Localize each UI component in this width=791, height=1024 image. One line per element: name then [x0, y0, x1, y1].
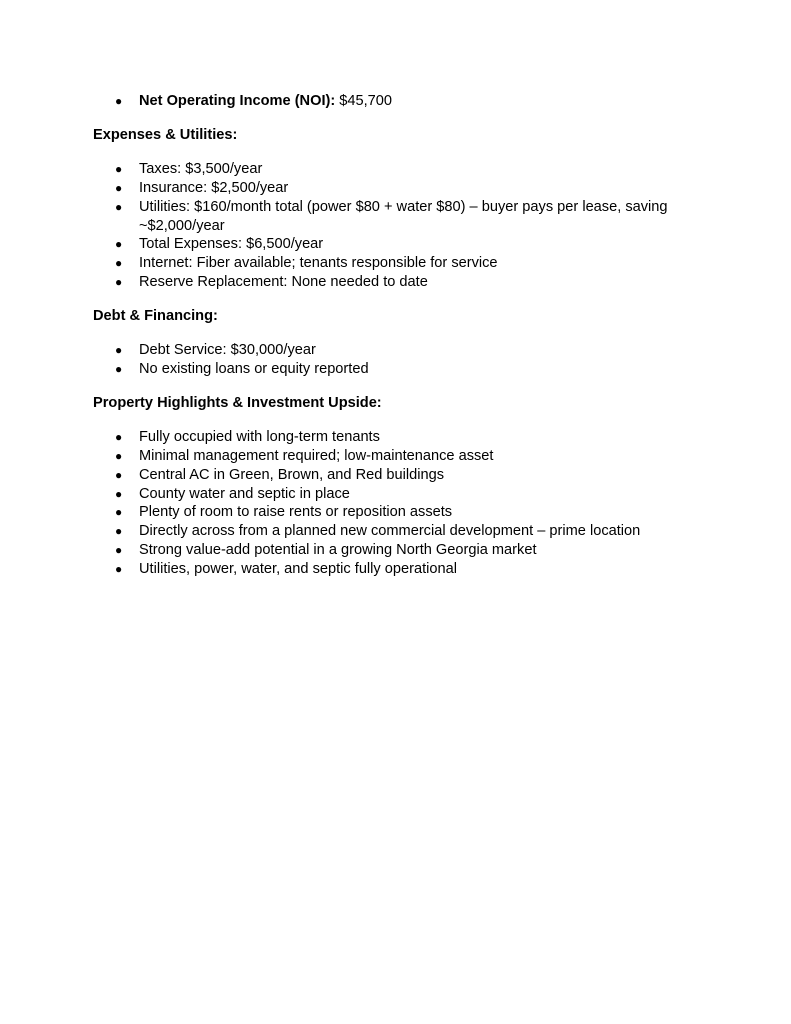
- list-item: [93, 428, 693, 447]
- list-item-text: Total Expenses: $6,500/year: [139, 236, 324, 253]
- list-item-text: Minimal management required; low-maintenance asset: [139, 447, 494, 464]
- noi-item: [93, 92, 693, 111]
- bullet-icon: ●: [115, 237, 123, 252]
- bullet-icon: ●: [115, 562, 123, 577]
- noi-list: [93, 92, 693, 111]
- list-item-text: County water and septic in place: [139, 485, 350, 502]
- bullet-icon: ●: [115, 180, 123, 195]
- list-item: [93, 198, 693, 236]
- list-item-text: Taxes: $3,500/year: [139, 160, 263, 177]
- bullet-icon: ●: [115, 256, 123, 271]
- bullet-icon: ●: [115, 467, 123, 482]
- list-item-text: Central AC in Green, Brown, and Red buildings: [139, 466, 445, 483]
- expenses-list: [93, 160, 693, 292]
- list-item-text: Insurance: $2,500/year: [139, 179, 289, 196]
- bullet-icon: ●: [115, 199, 123, 214]
- expenses-heading: Expenses & Utilities:: [93, 126, 238, 143]
- highlights-list: [93, 428, 693, 579]
- debt-list: [93, 341, 693, 379]
- list-item: [93, 341, 693, 360]
- bullet-icon: ●: [115, 505, 123, 520]
- list-item-text: Utilities, power, water, and septic fully operational: [139, 561, 457, 578]
- list-item: [93, 235, 693, 254]
- document-content: [93, 92, 693, 579]
- bullet-icon: ●: [115, 543, 123, 558]
- bullet-icon: ●: [115, 343, 123, 358]
- list-item: [93, 503, 693, 522]
- list-item-text: Utilities: $160/month total (power $80 + water $80) – buyer pays per lease, saving ~$2,000/year: [139, 198, 668, 234]
- list-item-text: No existing loans or equity reported: [139, 360, 369, 377]
- list-item: [93, 485, 693, 504]
- list-item: [93, 447, 693, 466]
- list-item-text: Internet: Fiber available; tenants responsible for service: [139, 255, 498, 272]
- list-item: [93, 273, 693, 292]
- noi-value: $45,700: [335, 93, 393, 109]
- bullet-icon: ●: [115, 94, 123, 108]
- list-item: [93, 522, 693, 541]
- debt-heading: Debt & Financing:: [93, 308, 218, 325]
- bullet-icon: ●: [115, 161, 123, 176]
- bullet-icon: ●: [115, 524, 123, 539]
- list-item: [93, 179, 693, 198]
- list-item-text: Plenty of room to raise rents or reposition assets: [139, 504, 453, 521]
- list-item: [93, 360, 693, 379]
- list-item: [93, 541, 693, 560]
- list-item: [93, 466, 693, 485]
- list-item: [93, 560, 693, 579]
- bullet-icon: ●: [115, 486, 123, 501]
- list-item-text: Debt Service: $30,000/year: [139, 342, 316, 359]
- bullet-icon: ●: [115, 429, 123, 444]
- list-item-text: Fully occupied with long-term tenants: [139, 428, 380, 445]
- bullet-icon: ●: [115, 275, 123, 290]
- list-item-text: Directly across from a planned new commercial development – prime location: [139, 523, 641, 540]
- highlights-heading: Property Highlights & Investment Upside:: [93, 394, 382, 411]
- noi-label: Net Operating Income (NOI):: [139, 93, 336, 109]
- bullet-icon: ●: [115, 361, 123, 376]
- list-item-text: Reserve Replacement: None needed to date: [139, 274, 428, 291]
- bullet-icon: ●: [115, 448, 123, 463]
- list-item: [93, 160, 693, 179]
- list-item: [93, 254, 693, 273]
- list-item-text: Strong value-add potential in a growing North Georgia market: [139, 542, 537, 559]
